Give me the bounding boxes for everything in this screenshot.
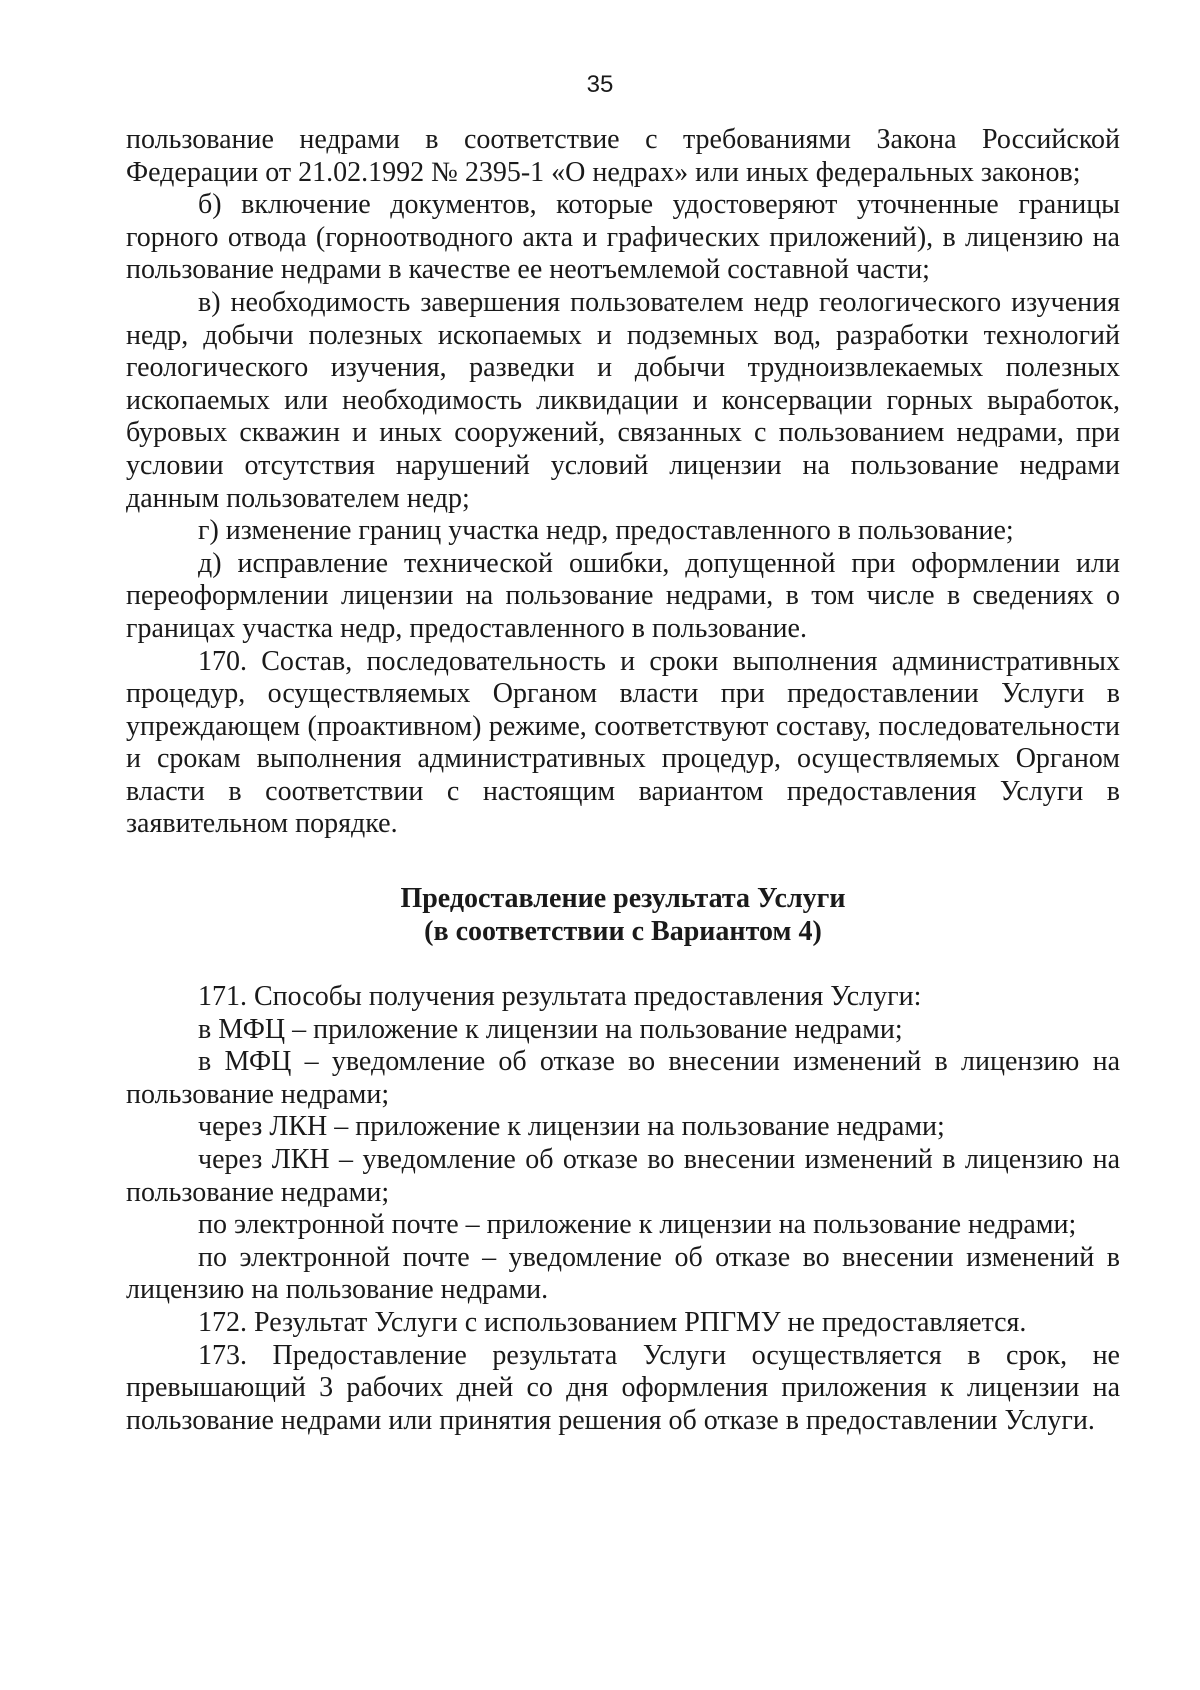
paragraph-item-g: г) изменение границ участка недр, предоставленного в пользование; xyxy=(198,515,1014,547)
method-mfc-refusal: в МФЦ – уведомление об отказе во внесении изменений в лицензию на пользование недрами; xyxy=(126,1046,1120,1110)
method-email-refusal: по электронной почте – уведомление об отказе во внесении изменений в лицензию на пользование недрами. xyxy=(126,1241,1120,1306)
method-lkn-refusal: через ЛКН – уведомление об отказе во внесении изменений в лицензию на пользование недрами; xyxy=(126,1143,1120,1208)
paragraph-172: 172. Результат Услуги с использованием РПГМУ не предоставляется. xyxy=(198,1306,1027,1338)
method-mfc-appendix: в МФЦ – приложение к лицензии на пользование недрами; xyxy=(198,1013,903,1045)
paragraph-item-b: б) включение документов, которые удостоверяют уточненные границы горного отвода (горноотводного акта и графических приложений), в лицензию на пользование недрами в качестве ее неотъемлемой составной части; xyxy=(126,189,1120,286)
paragraph-170: 170. Состав, последовательность и сроки выполнения административных процедур, осуществляемых Органом власти при предоставлении Услуги в упреждающем (проактивном) режиме, соответствуют составу, последовательности и срокам выполнения административных процедур, осуществляемых Органом власти в соответствии с настоящим вариантом предоставления Услуги в заявительном порядке. xyxy=(126,645,1120,840)
method-email-appendix: по электронной почте – приложение к лицензии на пользование недрами; xyxy=(198,1209,1077,1241)
bottom-text-block xyxy=(126,981,1120,1437)
top-text-block xyxy=(126,124,1120,841)
paragraph-item-d: д) исправление технической ошибки, допущенной при оформлении или переоформлении лицензии на пользование недрами, в том числе в сведениях о границах участка недр, предоставленного в пользование. xyxy=(126,547,1120,644)
method-lkn-appendix: через ЛКН – приложение к лицензии на пользование недрами; xyxy=(198,1111,945,1143)
paragraph-171: 171. Способы получения результата предоставления Услуги: xyxy=(198,981,922,1012)
page-number: 35 xyxy=(586,71,614,98)
paragraph-173: 173. Предоставление результата Услуги осуществляется в срок, не превышающий 3 рабочих дней со дня оформления приложения к лицензии на пользование недрами или принятия решения об отказе в предоставлении Услуги. xyxy=(126,1339,1120,1436)
section-heading-line-1: Предоставление результата Услуги xyxy=(400,883,846,914)
paragraph-continuation: пользование недрами в соответствие с требованиями Закона Российской Федерации от 21.02.1992 № 2395-1 «О недрах» или иных федеральных законов; xyxy=(126,124,1120,188)
section-heading-line-2: (в соответствии с Вариантом 4) xyxy=(424,915,822,947)
section-heading xyxy=(126,883,1120,948)
paragraph-item-v: в) необходимость завершения пользователем недр геологического изучения недр, добычи полезных ископаемых и подземных вод, разработки технологий геологического изучения, разведки и добычи трудноизвлекаемых полезных ископаемых или необходимость ликвидации и консервации горных выработок, буровых скважин и иных сооружений, связанных с пользованием недрами, при условии отсутствия нарушений условий лицензии на пользование недрами данным пользователем недр; xyxy=(126,286,1120,514)
